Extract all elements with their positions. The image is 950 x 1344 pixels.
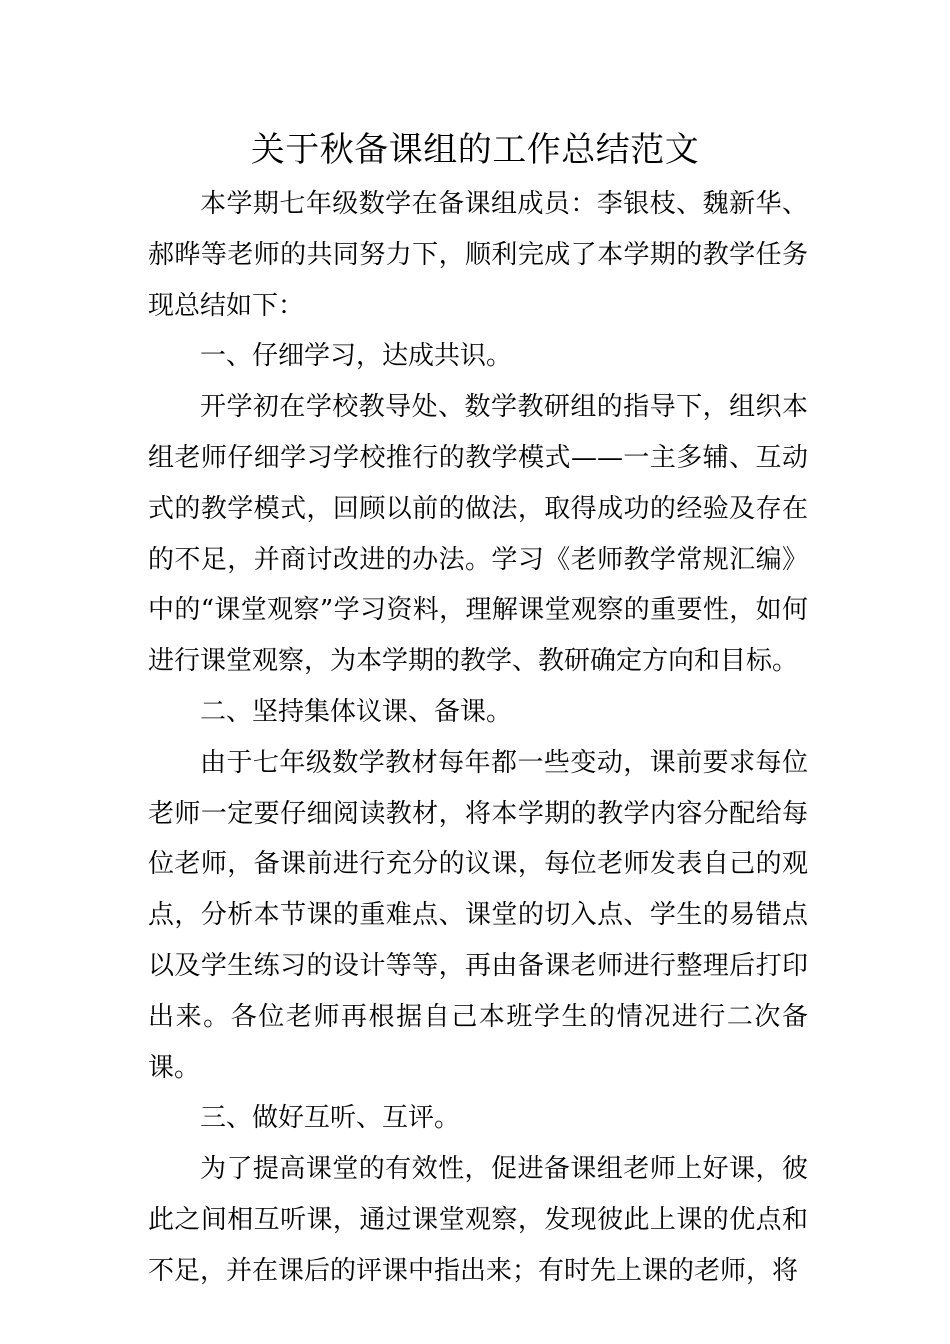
section-heading-3: 三、做好互听、互评。 [200, 1103, 461, 1134]
section-paragraph-2: 由于七年级数学教材每年都一些变动，课前要求每位老师一定要仔细阅读教材，将本学期的教学内容分配给每位老师，备课前进行充分的议课，每位老师发表自己的观点，分析本节课的重难点、课堂的切入点、学生的易错点以及学生练习的设计等等，再由备课老师进行整理后打印出来。各位老师再根据自己本班学生的情况进行二次备课。 [148, 747, 808, 1083]
section-paragraph-3: 为了提高课堂的有效性，促进备课组老师上好课，彼此之间相互听课，通过课堂观察，发现彼此上课的优点和不足，并在课后的评课中指出来；有时先上课的老师，将 [148, 1154, 808, 1286]
document-body [148, 179, 808, 1297]
section-paragraph-1: 开学初在学校教导处、数学教研组的指导下，组织本组老师仔细学习学校推行的教学模式——一主多辅、互动式的教学模式，回顾以前的做法，取得成功的经验及存在的不足，并商讨改进的办法。学习《老师教学常规汇编》中的“课堂观察”学习资料，理解课堂观察的重要性，如何进行课堂观察，为本学期的教学、教研确定方向和目标。 [148, 392, 808, 677]
document-title: 关于秋备课组的工作总结范文 [250, 130, 700, 170]
section-heading-2: 二、坚持集体议课、备课。 [200, 696, 513, 727]
intro-paragraph: 本学期七年级数学在备课组成员：李银枝、魏新华、郝晔等老师的共同努力下，顺利完成了本学期的教学任务现总结如下： [148, 189, 808, 321]
section-heading-1: 一、仔细学习，达成共识。 [200, 341, 513, 372]
